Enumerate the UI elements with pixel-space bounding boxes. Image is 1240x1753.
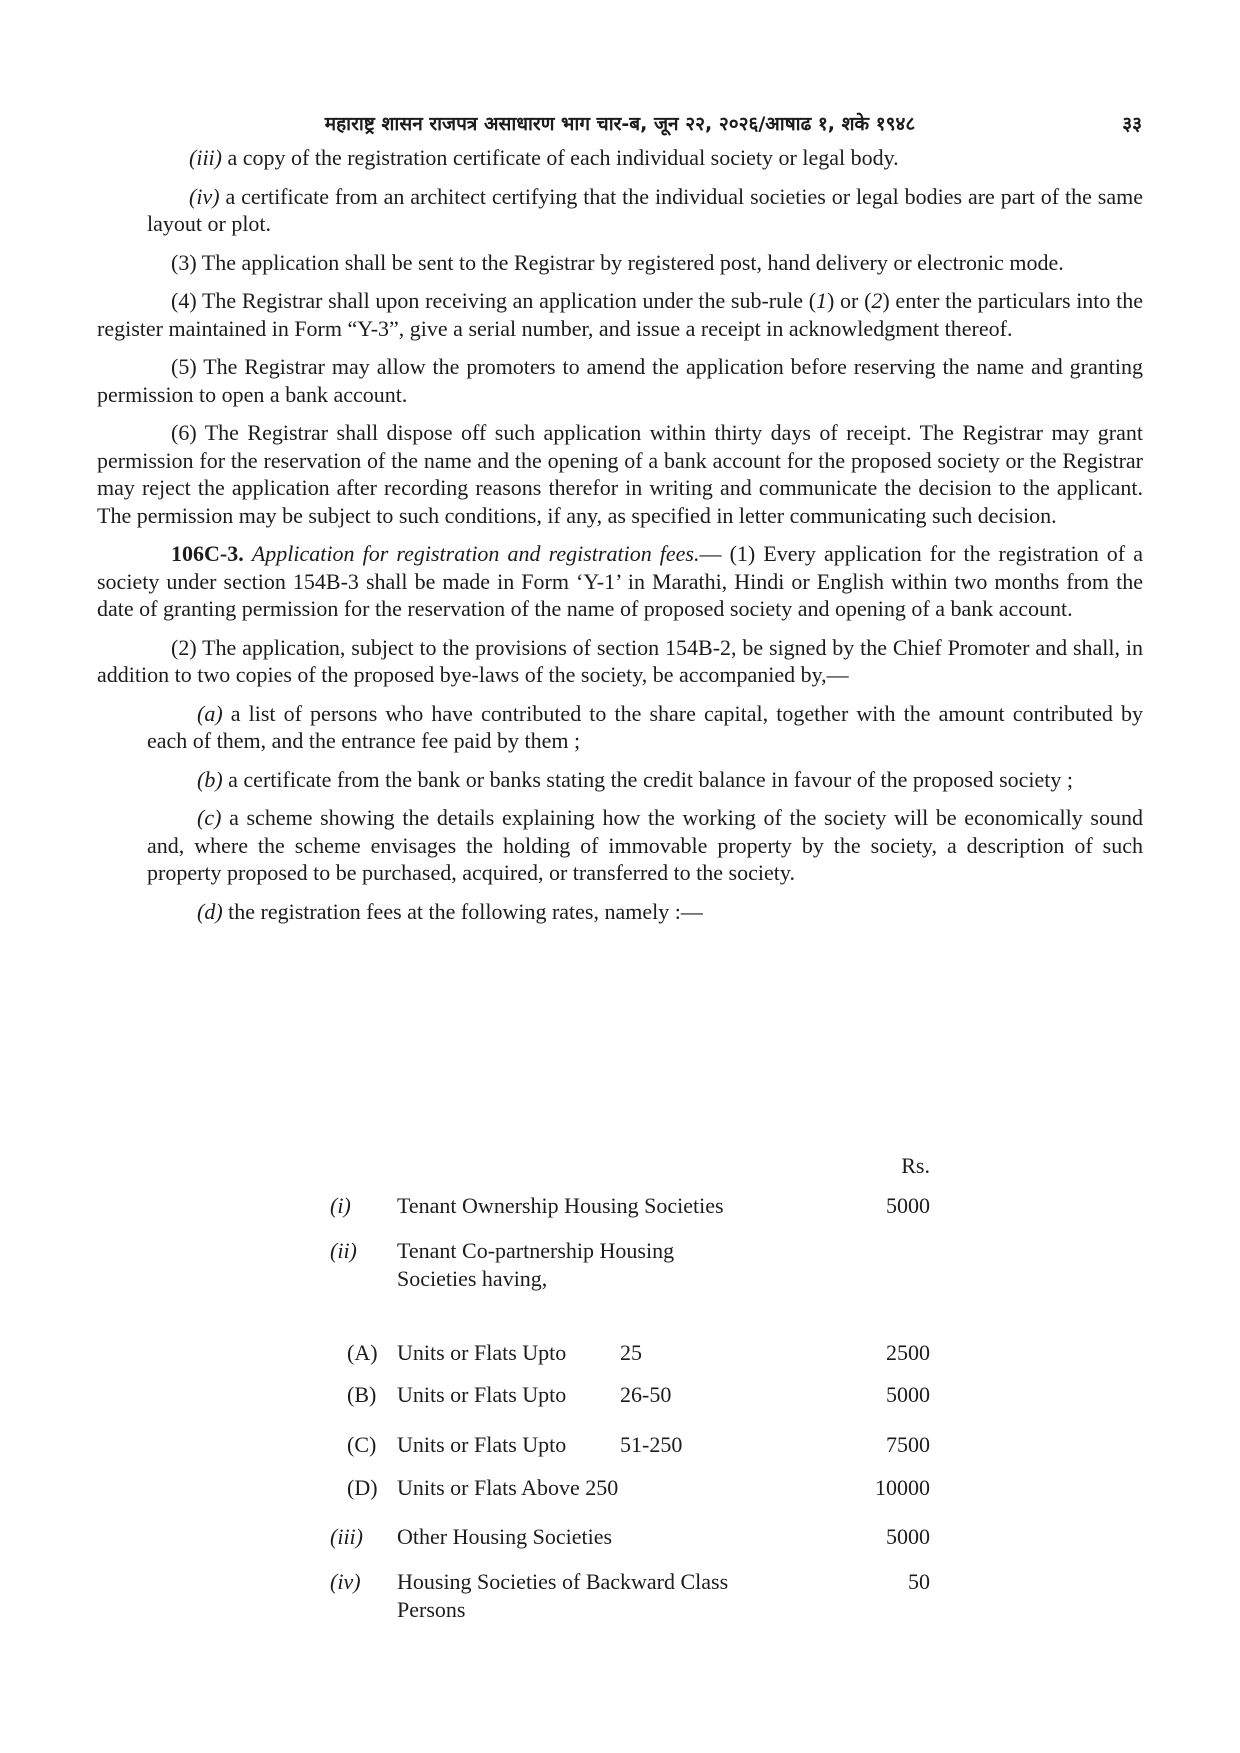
fee-row-amount: 5000	[886, 1382, 930, 1407]
paragraph-2: (2) The application, subject to the provisions of section 154B-2, be signed by the Chief Promoter and shall, in addition to two copies of the proposed bye-laws of the society, be accompanied by,—	[97, 634, 1143, 687]
fee-row-amount: 5000	[886, 1193, 930, 1218]
fee-row-range: 25	[620, 1340, 642, 1365]
gazette-title: महाराष्ट्र शासन राजपत्र असाधारण भाग चार-ब, जून २२, २०२६/आषाढ १, शके १९४८	[324, 113, 916, 135]
fee-row-desc: Units or Flats Above 250	[397, 1475, 619, 1500]
fee-row-desc: Tenant Ownership Housing Societies	[397, 1193, 724, 1218]
paragraph-iv: (iv) a certificate from an architect certifying that the individual societies or legal bodies are part of the same layout or plot.	[147, 183, 1144, 236]
fee-row-letter: (C)	[347, 1432, 377, 1457]
paragraph-3: (3) The application shall be sent to the Registrar by registered post, hand delivery or electronic mode.	[171, 249, 1064, 275]
clause-b: (b) a certificate from the bank or banks stating the credit balance in favour of the proposed society ;	[197, 766, 1074, 792]
fee-row-num: (i)	[330, 1193, 351, 1218]
fee-row-amount: 2500	[886, 1340, 930, 1365]
fee-row-desc: Tenant Co-partnership Housing	[397, 1238, 675, 1263]
fee-row-amount: 7500	[886, 1432, 930, 1457]
rule-106c-3: 106C-3. Application for registration and registration fees.— (1) Every application for the registration of a society under section 154B-3 shall be made in Form ‘Y-1’ in Marathi, Hindi or English within two months from the date of granting permission for the reservation of the name of proposed society and opening of a bank account.	[97, 541, 1143, 621]
fee-row-letter: (A)	[347, 1340, 378, 1365]
currency-header: Rs.	[901, 1153, 930, 1178]
document-body	[97, 144, 1143, 925]
fee-row-desc-cont: Societies having,	[397, 1266, 548, 1291]
fee-row-desc: Other Housing Societies	[397, 1524, 613, 1549]
fee-row-desc: Housing Societies of Backward Class	[397, 1569, 729, 1594]
paragraph-5: (5) The Registrar may allow the promoters to amend the application before reserving the name and granting permission to open a bank account.	[97, 354, 1143, 407]
fee-row-num: (iv)	[330, 1569, 361, 1594]
fee-row-num: (iii)	[330, 1524, 363, 1549]
clause-d: (d) the registration fees at the following rates, namely :—	[197, 898, 703, 924]
fee-row-range: 51-250	[620, 1432, 683, 1457]
fee-row-letter: (B)	[347, 1382, 377, 1407]
fee-row-desc: Units or Flats Upto	[397, 1432, 567, 1457]
page-number: ३३	[1122, 113, 1142, 135]
paragraph-iii: (iii) a copy of the registration certificate of each individual society or legal body.	[189, 145, 899, 170]
fee-row-desc: Units or Flats Upto	[397, 1382, 567, 1407]
fee-row-desc: Units or Flats Upto	[397, 1340, 567, 1365]
fee-row-amount: 50	[908, 1569, 930, 1594]
paragraph-4: (4) The Registrar shall upon receiving an application under the sub-rule (1) or (2) enter the particulars into the register maintained in Form “Y-3”, give a serial number, and issue a receipt in acknowledgment thereof.	[97, 288, 1143, 341]
fee-row-letter: (D)	[347, 1475, 378, 1500]
page-header	[0, 102, 1240, 142]
fee-row-range: 26-50	[620, 1382, 672, 1407]
paragraph-6: (6) The Registrar shall dispose off such application within thirty days of receipt. The Registrar may grant permission for the reservation of the name and the opening of a bank account for the proposed society or the Registrar may reject the application after recording reasons therefor in writing and communicate the decision to the applicant. The permission may be subject to such conditions, if any, as specified in letter communicating such decision.	[97, 420, 1143, 528]
clause-c: (c) a scheme showing the details explaining how the working of the society will be economically sound and, where the scheme envisages the holding of immovable property by the society, a description of such property proposed to be purchased, acquired, or transferred to the society.	[147, 805, 1143, 885]
fee-row-desc-cont: Persons	[397, 1597, 466, 1622]
clause-a: (a) a list of persons who have contributed to the share capital, together with the amount contributed by each of them, and the entrance fee paid by them ;	[147, 700, 1143, 753]
fee-row-amount: 5000	[886, 1524, 930, 1549]
fee-row-num: (ii)	[330, 1238, 357, 1263]
fee-row-amount: 10000	[875, 1475, 930, 1500]
